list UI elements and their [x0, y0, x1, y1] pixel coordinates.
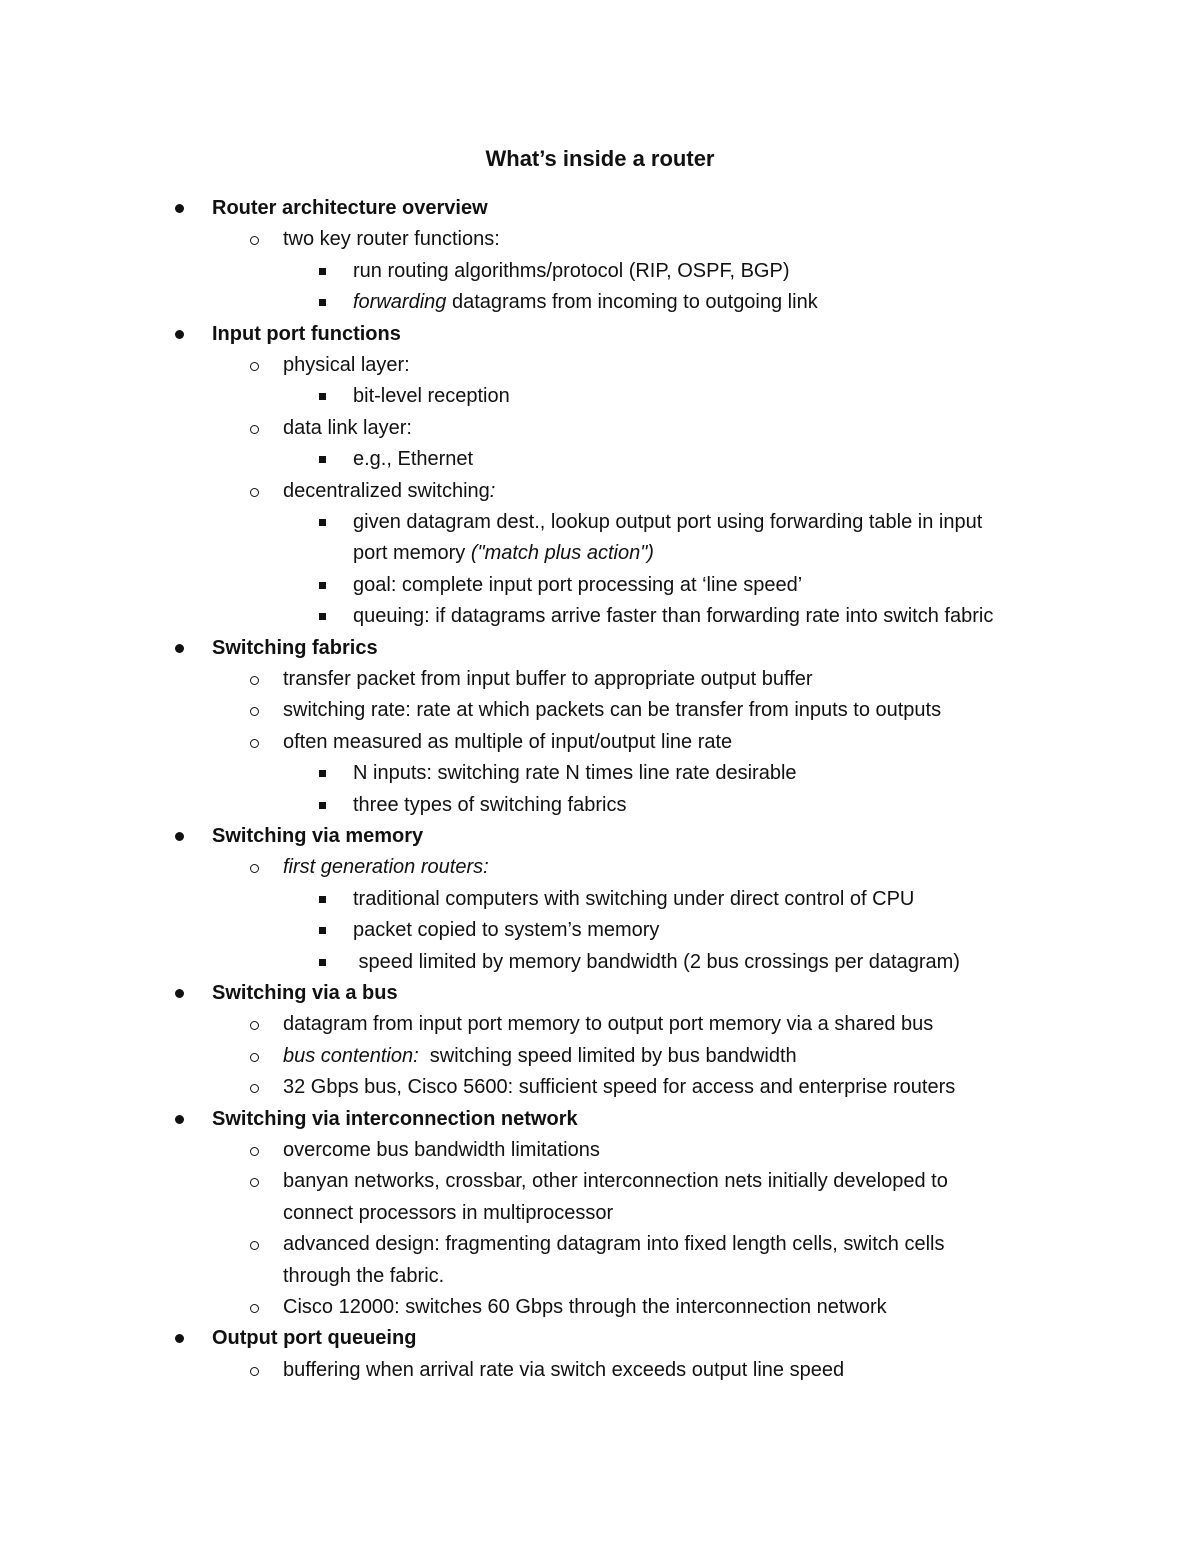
outline-subitem	[353, 256, 789, 287]
section-heading	[212, 1323, 416, 1354]
outline-subitem	[353, 790, 626, 821]
bullet-disc-icon	[175, 1115, 184, 1124]
outline-subitem	[353, 758, 797, 789]
outline-item	[283, 695, 941, 726]
bullet-circle-icon	[250, 1304, 259, 1313]
text-segment: Switching via memory	[212, 825, 424, 847]
bullet-square-icon	[319, 582, 326, 589]
text-segment: through the fabric.	[283, 1264, 445, 1287]
bullet-circle-icon	[250, 1084, 259, 1093]
bullet-circle-icon	[250, 1241, 259, 1250]
outline-item	[283, 727, 732, 758]
text-segment: ("match plus action")	[470, 542, 654, 565]
text-segment: often measured as multiple of input/output line rate	[283, 730, 733, 753]
outline-subitem	[353, 884, 914, 915]
bullet-circle-icon	[250, 488, 259, 497]
outline-item	[283, 1261, 444, 1292]
outline-item	[283, 1041, 797, 1072]
bullet-square-icon	[319, 519, 326, 526]
bullet-circle-icon	[250, 362, 259, 371]
bullet-square-icon	[319, 770, 326, 777]
text-segment: traditional computers with switching under direct control of CPU	[353, 887, 915, 910]
text-segment: physical layer:	[283, 354, 410, 376]
outline-item	[283, 664, 813, 695]
bullet-square-icon	[319, 613, 326, 620]
bullet-circle-icon	[250, 739, 259, 748]
bullet-disc-icon	[175, 1334, 184, 1343]
page-title: What’s inside a router	[485, 146, 715, 171]
text-segment: Switching via a bus	[212, 982, 398, 1004]
bullet-square-icon	[319, 927, 326, 934]
text-segment: port memory	[353, 542, 471, 565]
outline-item	[283, 1009, 933, 1040]
text-segment: run routing algorithms/protocol (RIP, OSPF, BGP)	[353, 259, 790, 282]
text-segment: data link layer:	[283, 416, 412, 439]
outline-item	[283, 224, 500, 255]
bullet-square-icon	[319, 802, 326, 809]
bullet-disc-icon	[175, 989, 184, 998]
text-segment: bus contention:	[283, 1044, 419, 1067]
bullet-circle-icon	[250, 707, 259, 716]
outline-subitem	[353, 507, 982, 538]
text-segment: 32 Gbps bus, Cisco 5600: sufficient speed for access and enterprise routers	[283, 1076, 956, 1099]
text-segment: speed limited by memory bandwidth (2 bus crossings per datagram)	[353, 950, 960, 973]
outline-subitem	[353, 601, 993, 632]
bullet-circle-icon	[250, 1053, 259, 1062]
outline-subitem	[353, 444, 473, 475]
outline-item	[283, 350, 410, 381]
bullet-square-icon	[319, 268, 326, 275]
text-segment: Input port functions	[212, 322, 401, 345]
bullet-circle-icon	[250, 1021, 259, 1030]
outline-item	[283, 1355, 844, 1386]
text-segment: goal: complete input port processing at ‘line speed’	[353, 573, 803, 596]
bullet-disc-icon	[175, 330, 184, 339]
text-segment: N inputs: switching rate N times line rate desirable	[353, 762, 797, 785]
outline-item	[283, 1198, 613, 1229]
outline-item	[283, 476, 495, 507]
bullet-circle-icon	[250, 236, 259, 245]
bullet-circle-icon	[250, 1147, 259, 1156]
text-segment: Cisco 12000: switches 60 Gbps through the interconnection network	[283, 1296, 887, 1318]
bullet-square-icon	[319, 896, 326, 903]
section-heading	[212, 633, 378, 664]
outline-item	[283, 1229, 944, 1260]
outline-item	[283, 1135, 600, 1166]
text-segment: three types of switching fabrics	[353, 793, 627, 816]
text-segment: transfer packet from input buffer to appropriate output buffer	[283, 668, 813, 690]
bullet-square-icon	[319, 393, 326, 400]
text-segment: first generation routers:	[283, 856, 489, 879]
text-segment: connect processors in multiprocessor	[283, 1201, 614, 1224]
text-segment: switching rate: rate at which packets can be transfer from inputs to outputs	[283, 699, 942, 722]
bullet-circle-icon	[250, 676, 259, 685]
section-heading	[212, 821, 423, 852]
text-segment: switching speed limited by bus bandwidth	[418, 1044, 797, 1067]
outline-subitem	[353, 287, 818, 318]
bullet-circle-icon	[250, 1367, 259, 1376]
bullet-disc-icon	[175, 644, 184, 653]
text-segment: datagrams from incoming to outgoing link	[446, 291, 818, 314]
outline-subitem	[353, 947, 960, 978]
outline-subitem	[353, 915, 659, 946]
outline-subitem	[353, 381, 510, 412]
text-segment: bit-level reception	[353, 385, 510, 408]
outline-item	[283, 852, 489, 883]
text-segment: decentralized switching	[283, 479, 490, 502]
text-segment: banyan networks, crossbar, other interconnection nets initially developed to	[283, 1170, 948, 1193]
text-segment: Switching fabrics	[212, 636, 378, 659]
outline-item	[283, 1166, 948, 1197]
text-segment: Output port queueing	[212, 1327, 417, 1350]
text-segment: advanced design: fragmenting datagram into fixed length cells, switch cells	[283, 1233, 945, 1256]
text-segment: buffering when arrival rate via switch exceeds output line speed	[283, 1358, 845, 1381]
section-heading	[212, 978, 398, 1009]
outline-subitem	[353, 538, 654, 569]
text-segment: packet copied to system’s memory	[353, 919, 660, 942]
text-segment: two key router functions:	[283, 228, 500, 251]
bullet-circle-icon	[250, 425, 259, 434]
text-segment: e.g., Ethernet	[353, 448, 474, 471]
section-heading	[212, 1104, 578, 1135]
text-segment: queuing: if datagrams arrive faster than forwarding rate into switch fabric	[353, 605, 994, 628]
text-segment: overcome bus bandwidth limitations	[283, 1139, 600, 1161]
text-segment: forwarding	[353, 291, 447, 314]
text-segment: datagram from input port memory to output port memory via a shared bus	[283, 1013, 934, 1036]
outline-item	[283, 1072, 955, 1103]
bullet-disc-icon	[175, 204, 184, 213]
bullet-disc-icon	[175, 832, 184, 841]
outline-subitem	[353, 570, 802, 601]
outline-item	[283, 1292, 887, 1323]
bullet-circle-icon	[250, 1178, 259, 1187]
text-segment: given datagram dest., lookup output port using forwarding table in input	[353, 511, 983, 533]
text-segment: :	[489, 479, 496, 502]
text-segment: Switching via interconnection network	[212, 1107, 578, 1130]
bullet-circle-icon	[250, 864, 259, 873]
text-segment: Router architecture overview	[212, 197, 488, 219]
bullet-square-icon	[319, 959, 326, 966]
section-heading	[212, 193, 488, 224]
outline-item	[283, 413, 412, 444]
bullet-square-icon	[319, 456, 326, 463]
section-heading	[212, 319, 401, 350]
bullet-square-icon	[319, 299, 326, 306]
